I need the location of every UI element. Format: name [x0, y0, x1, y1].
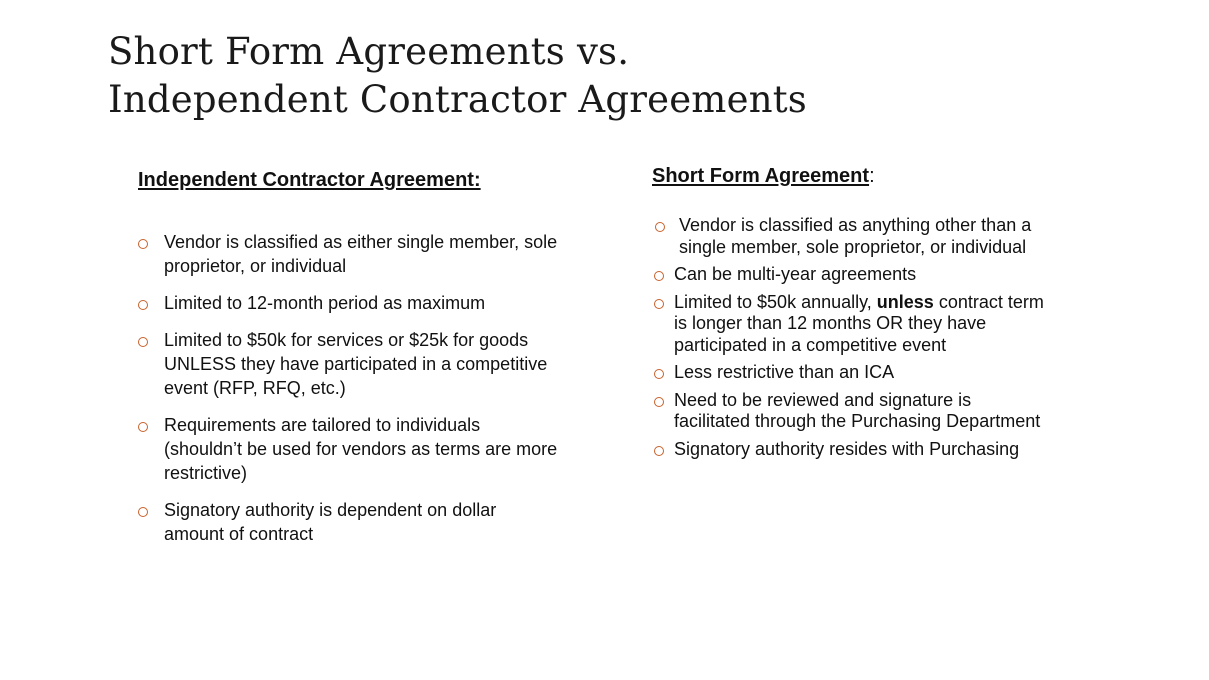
ica-heading-text: Independent Contractor Agreement:	[138, 169, 481, 191]
circle-bullet-icon	[138, 337, 148, 347]
sfa-bullet-item	[652, 264, 1052, 286]
sfa-bullet-text: Can be multi-year agreements	[674, 264, 917, 284]
sfa-bullet-text-before: Limited to $50k annually,	[674, 291, 877, 312]
circle-bullet-icon	[654, 397, 664, 407]
ica-bullet-text: Requirements are tailored to individuals (shouldn’t be used for vendors as terms are more restrictive)	[164, 415, 558, 483]
sfa-bullet-item	[652, 292, 1052, 357]
slide-title-line-2: Independent Contractor Agreements	[108, 78, 807, 121]
circle-bullet-icon	[138, 239, 148, 249]
circle-bullet-icon	[655, 222, 665, 232]
sfa-column	[652, 162, 1052, 466]
sfa-bullet-item	[652, 362, 1052, 384]
ica-bullet-item	[138, 328, 558, 400]
sfa-bullet-item	[652, 439, 1052, 461]
circle-bullet-icon	[138, 507, 148, 517]
sfa-bullet-text: Less restrictive than an ICA	[674, 362, 895, 382]
ica-bullet-text: Limited to $50k for services or $25k for goods UNLESS they have participated in a competitive event (RFP, RFQ, etc.)	[164, 330, 548, 398]
sfa-bullet-text: Need to be reviewed and signature is facilitated through the Purchasing Department	[674, 389, 1041, 431]
ica-bullet-item	[138, 413, 558, 485]
ica-bullet-item	[138, 291, 558, 315]
sfa-bullet-list	[652, 215, 1052, 460]
sfa-bullet-text-bold: unless	[876, 291, 934, 312]
slide-title-line-1: Short Form Agreements vs.	[108, 30, 630, 73]
circle-bullet-icon	[138, 300, 148, 310]
sfa-heading-colon: :	[869, 165, 875, 187]
sfa-bullet-text: Signatory authority resides with Purchasing	[674, 438, 1020, 459]
sfa-heading	[652, 162, 1052, 190]
ica-bullet-item	[138, 498, 558, 546]
circle-bullet-icon	[654, 446, 664, 456]
ica-heading	[138, 166, 558, 194]
ica-bullet-item	[138, 230, 558, 278]
slide-title	[108, 28, 1108, 124]
circle-bullet-icon	[138, 422, 148, 432]
sfa-bullet-text-after: contract term is longer than 12 months OR they have participated in a competitive event	[674, 291, 1044, 355]
circle-bullet-icon	[654, 271, 664, 281]
ica-bullet-text: Limited to 12-month period as maximum	[164, 293, 486, 313]
sfa-bullet-text: Vendor is classified as anything other than a single member, sole proprietor, or individual	[679, 215, 1032, 257]
ica-bullet-list	[138, 230, 558, 546]
circle-bullet-icon	[654, 299, 664, 309]
sfa-heading-text: Short Form Agreement	[652, 165, 870, 187]
sfa-bullet-item	[652, 390, 1052, 433]
sfa-bullet-item	[652, 215, 1052, 258]
ica-bullet-text: Signatory authority is dependent on dollar amount of contract	[164, 500, 497, 544]
ica-bullet-text: Vendor is classified as either single member, sole proprietor, or individual	[164, 232, 558, 276]
circle-bullet-icon	[654, 369, 664, 379]
ica-column	[138, 166, 558, 559]
